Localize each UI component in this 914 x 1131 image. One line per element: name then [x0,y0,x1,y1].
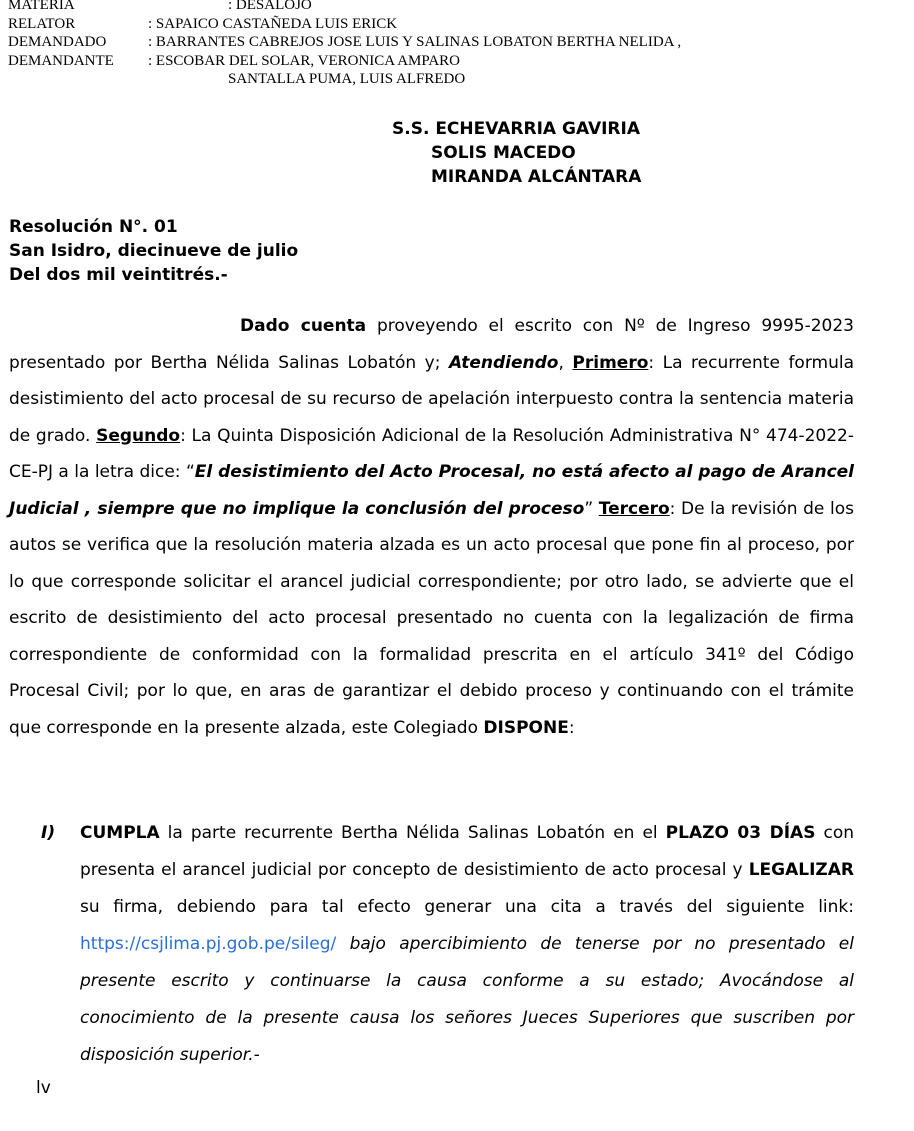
header-label-demandante: DEMANDANTE [8,52,114,69]
item-text-2: con presenta el arancel judicial por concepto de desistimiento de acto procesal y [80,823,854,880]
case-header [8,0,681,89]
typist-initials: lv [36,1078,51,1098]
judge-line-1: S.S. ECHEVARRIA GAVIRIA [392,119,641,139]
atendiendo: Atendiendo [449,352,559,373]
tercero-heading: Tercero [598,498,670,519]
segundo-heading: Segundo [96,425,181,446]
primero-heading: Primero [572,352,649,373]
header-row-relator [8,15,681,34]
list-marker: I) [41,823,56,843]
body-text-2: , [558,352,573,373]
list-item-text [80,815,854,1074]
header-label-relator: RELATOR [8,15,76,32]
header-row-materia [8,0,681,15]
resolution-number: Resolución N°. 01 [9,217,178,237]
header-label-materia: MATERIA [8,0,75,13]
body-text-4: : La Quinta Disposición Adicional de la Resolución Administrativa N° 474-2022-CE-PJ a la letra dice: “ [9,425,854,482]
header-value-materia: : DESALOJO [228,0,312,13]
resolution-year: Del dos mil veintitrés.- [9,265,228,285]
resolution-heading [9,215,298,287]
item-text-3: su firma, debiendo para tal efecto generar una cita a través del siguiente link: [80,897,854,917]
sileg-link[interactable]: https://csjlima.pj.gob.pe/sileg/ [80,934,337,954]
resolution-body [9,308,854,746]
item-text-1: la parte recurrente Bertha Nélida Salinas Lobatón en el [159,823,666,843]
header-row-demandado [8,33,681,52]
judges-panel [392,117,641,189]
body-text-3: : La recurrente formula desistimiento del acto procesal de su recurso de apelación interpuesto contra la sentencia materia de grado. [9,352,854,446]
disposition-list [9,815,854,1074]
cumpla: CUMPLA [80,823,160,843]
body-text-5: ” [584,498,599,519]
legalizar: LEGALIZAR [748,860,854,880]
judge-line-3: MIRANDA ALCÁNTARA [431,167,642,187]
body-text-6: : De la revisión de los autos se verifica que la resolución materia alzada es un acto procesal que pone fin al proceso, por lo que corresponde solicitar el arancel judicial correspondiente; por otro lado, se advierte que el escrito de desistimiento del acto procesal presentado no cuenta con la legalización de firma correspondiente de conformidad con la formalidad prescrita en el artículo 341º del Código Procesal Civil; por lo que, en aras de garantizar el debido proceso y continuando con el trámite que corresponde en la presente alzada, este Colegiado [9,498,854,738]
judge-line-2: SOLIS MACEDO [431,143,576,163]
header-value-demandante: : ESCOBAR DEL SOLAR, VERONICA AMPARO [148,52,461,69]
body-paragraph [9,308,854,746]
header-label-demandado: DEMANDADO [8,34,107,50]
header-value-relator: : SAPAICO CASTAÑEDA LUIS ERICK [148,15,398,32]
header-row-demandante [8,52,681,71]
quoted-provision: El desistimiento del Acto Procesal, no está afecto al pago de Arancel Judicial , siempre que no implique la conclusión del proceso [9,462,855,519]
body-text-1: proveyendo el escrito con Nº de Ingreso 9995-2023 presentado por Bertha Nélida Salinas Lobatón y; [9,316,854,373]
plazo: PLAZO 03 DÍAS [665,823,816,843]
apercibimiento-text: bajo apercibimiento de tenerse por no presentado el presente escrito y continuarse la causa conforme a su estado; Avocándose al conocimiento de la presente causa los señores Jueces Superiores que suscriben por disposición superior.- [80,934,854,1065]
dispone: DISPONE [483,717,569,738]
body-text-7: : [568,717,575,738]
resolution-place-date: San Isidro, diecinueve de julio [9,241,299,261]
header-continuation: SANTALLA PUMA, LUIS ALFREDO [228,71,466,87]
dado-cuenta: Dado cuenta [240,316,367,336]
list-item [9,815,854,1074]
header-value-demandado: : BARRANTES CABREJOS JOSE LUIS Y SALINAS LOBATON BERTHA NELIDA , [148,34,682,50]
